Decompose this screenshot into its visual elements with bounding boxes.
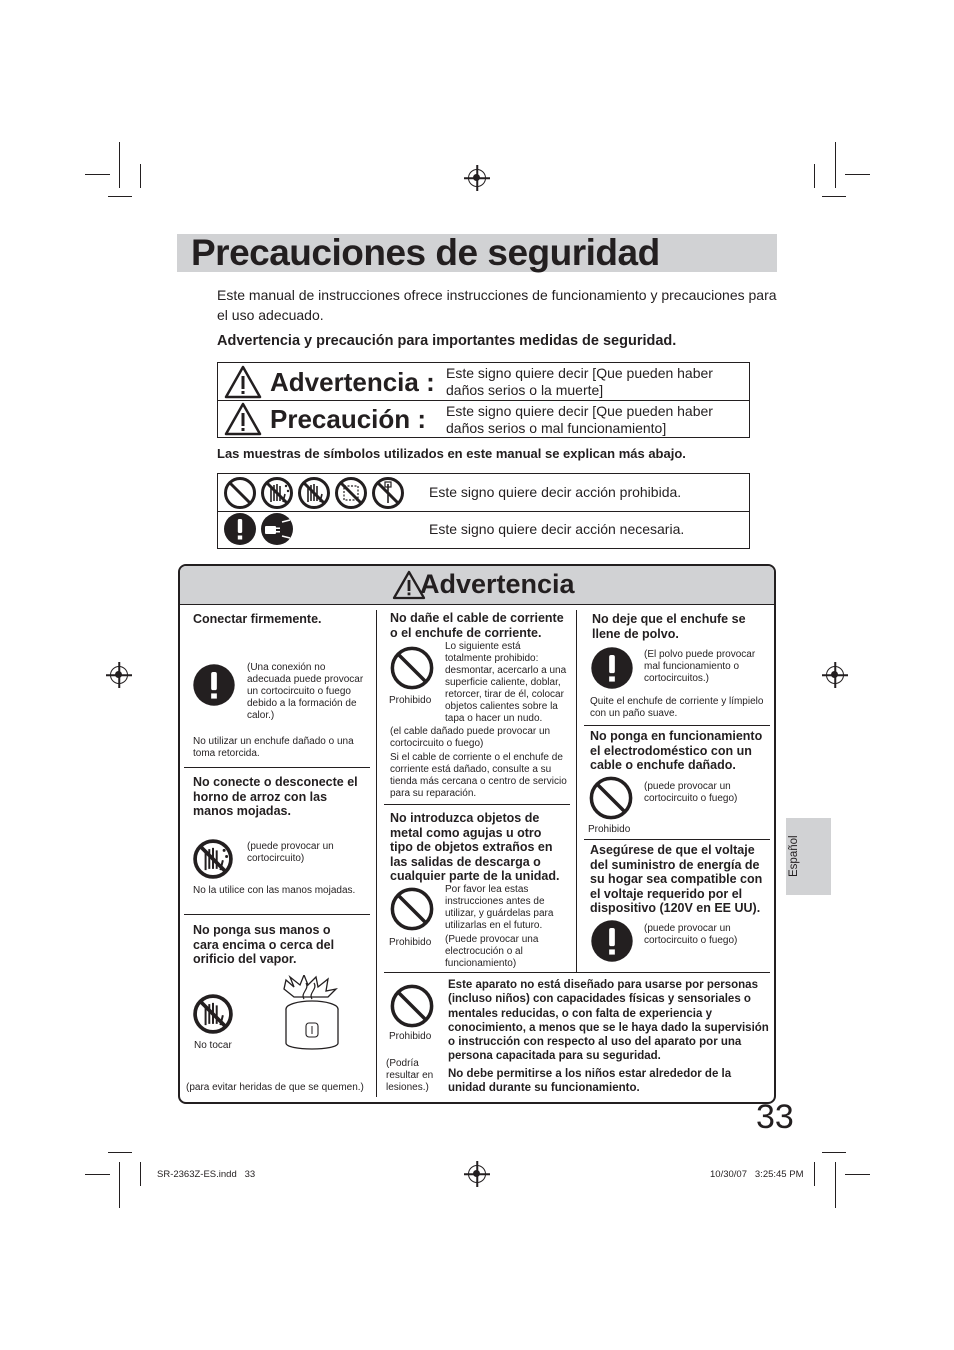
col3-voltage-heading: Asegúrese de que el voltaje del suministro de energía de su hogar sea compatible con el voltaje requerido por el dispositivo (120V en EE UU). [590,843,763,915]
registration-mark-icon [110,666,128,684]
col3-damaged-cord-note: (puede provocar un cortocircuito o fuego) [644,781,738,804]
col1-connect-note: (Una conexión no adecuada puede provocar un cortocircuito o fuego debido a la formación de calor.) [247,662,364,721]
prohibited-icon [588,775,634,821]
col1-connect-heading: Conectar firmemente. [193,612,322,626]
col1-steam-heading: No ponga sus manos o cara encima o cerca del orificio del vapor. [193,923,335,966]
caution-description: Este signo quiere decir [Que pueden haber daños serios o mal funcionamiento] [446,403,713,436]
warning-panel-title: Advertencia [420,569,575,599]
prohibited-icon [389,645,435,691]
no-wet-hands-icon [192,838,234,880]
prohibited-icon [389,886,435,932]
bottom-injury-note: (Podría resultar en lesiones.) [386,1058,434,1093]
col1-steam-footnote: (para evitar heridas de que se quemen.) [186,1082,364,1093]
bottom-warning-text: Este aparato no está diseñado para usarse por personas (incluso niños) con capacidades físicas y sensoriales o mentales reducidas, o con falta de experiencia y conocimiento, a menos que se le haya dado la supervisión o instrucción con respecto al uso del aparato por una persona capacitada para su seguridad. [448,979,769,1063]
safety-subheading: Advertencia y precaución para importantes medidas de seguridad. [217,333,677,349]
page-title: Precauciones de seguridad [191,232,660,273]
prohibited-label: Prohibido [389,1031,432,1042]
col1-wet-hands-note: (puede provocar un cortocircuito) [247,841,334,864]
mandatory-action-icon [192,663,236,707]
unplug-icon [260,512,294,546]
mandatory-action-icon [590,646,634,690]
col3-voltage-note: (puede provocar un cortocircuito o fuego) [644,923,738,946]
col2-metal-note: Por favor lea estas instrucciones antes de utilizar, y guárdelas para utilizarlas en el futuro. [445,884,554,931]
rice-cooker-steam-illustration [276,975,346,1055]
col2-metal-note-2: (Puede provocar una electrocución o al funcionamiento) [445,934,539,969]
prohibited-icon [223,476,257,510]
prohibited-label: Prohibido [588,824,631,835]
col3-dust-footnote: Quite el enchufe de corriente y límpielo con un paño suave. [590,696,764,719]
warning-description: Este signo quiere decir [Que pueden haber daños serios o la muerte] [446,365,713,398]
footer-filename: SR-2363Z-ES.indd 33 [157,1169,256,1180]
prohibited-label: Prohibido [389,695,432,706]
col3-damaged-cord-heading: No ponga en funcionamiento el electrodoméstico con un cable o enchufe dañado. [590,729,763,772]
registration-mark-icon [468,169,486,187]
footer-timestamp: 10/30/07 3:25:45 PM [710,1169,804,1180]
col3-dust-note: (El polvo puede provocar mal funcionamiento o cortocircuitos.) [644,649,756,684]
no-touch-icon [297,476,331,510]
prohibited-label: Prohibido [389,937,432,948]
prohibited-icon [389,983,435,1029]
col2-cord-footnote-2: Si el cable de corriente o el enchufe de corriente está dañado, consulte a su tienda más cercana o centro de servicio para su reparación. [390,752,567,799]
warning-label: Advertencia : [270,367,435,397]
warning-triangle-icon [224,365,262,399]
col2-cord-note: Lo siguiente está totalmente prohibido: desmontar, acercarlo a una superficie caliente, doblar, retorcer, tirar de él, colocar objetos calientes sobre la tapa o hacer un nudo. [445,641,567,724]
language-tab-label: Español [788,835,800,877]
no-wet-hands-icon [260,476,294,510]
required-description: Este signo quiere decir acción necesaria. [429,521,685,537]
mandatory-action-icon [590,919,634,963]
col1-wet-hands-heading: No conecte o desconecte el horno de arroz con las manos mojadas. [193,775,358,818]
prohibited-description: Este signo quiere decir acción prohibida. [429,484,682,500]
col2-cord-footnote-1: (el cable dañado puede provocar un cortocircuito o fuego) [390,726,551,749]
col1-wet-hands-footnote: No la utilice con las manos mojadas. [193,885,356,896]
col3-dust-heading: No deje que el enchufe se llene de polvo. [592,612,746,641]
page-number: 33 [756,1098,794,1136]
no-touch-label: No tocar [194,1040,232,1051]
intro-text: Este manual de instrucciones ofrece instrucciones de funcionamiento y precauciones para el uso adecuado. [217,287,777,323]
col1-connect-footnote: No utilizar un enchufe dañado o una toma retorcida. [193,736,354,759]
registration-mark-icon [468,1165,486,1183]
col2-cord-heading: No dañe el cable de corriente o el enchufe de corriente. [390,611,564,640]
registration-mark-icon [826,666,844,684]
symbols-heading: Las muestras de símbolos utilizados en este manual se explican más abajo. [217,446,686,461]
col2-metal-heading: No introduzca objetos de metal como agujas u otro tipo de objetos extraños en las salidas de descarga o cualquier parte de la unidad. [390,811,560,883]
no-touch-icon [192,993,234,1035]
no-metal-objects-icon [371,476,405,510]
bottom-children-warning: No debe permitirse a los niños estar alrededor de la unidad durante su funcionamiento. [448,1068,732,1095]
mandatory-action-icon [223,512,257,546]
no-disassembly-icon [334,476,368,510]
caution-triangle-icon [224,402,262,436]
caution-label: Precaución : [270,404,427,434]
